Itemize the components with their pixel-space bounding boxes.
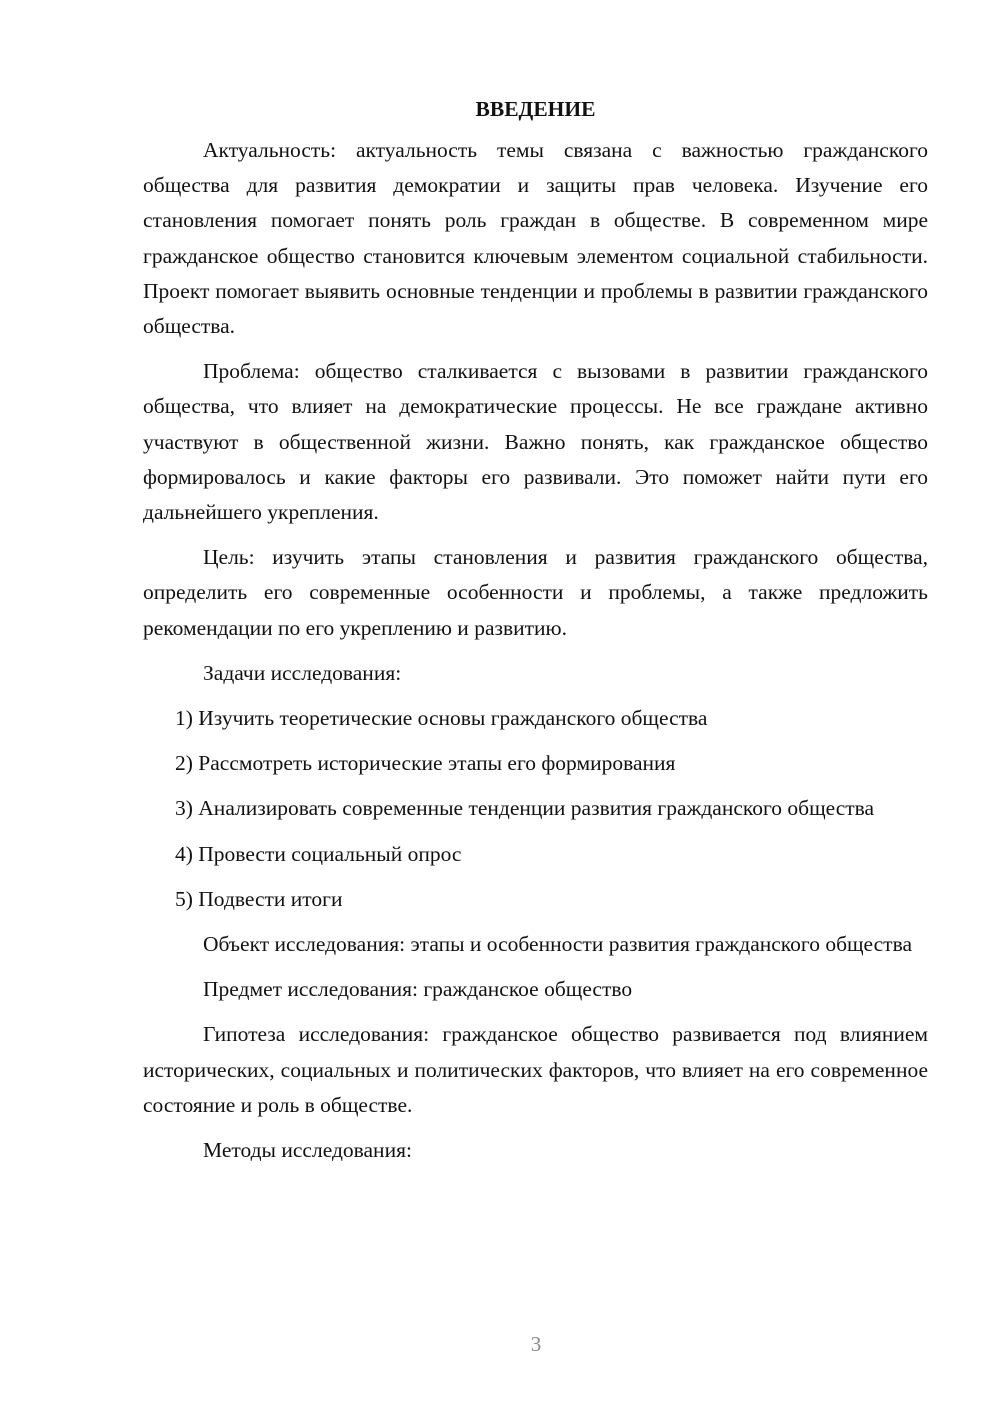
goal-paragraph: Цель: изучить этапы становления и развития гражданского общества, определить его современные особенности и проблемы, а также предложить рекомендации по его укреплению и развитию. [143, 545, 928, 640]
problem-paragraph: Проблема: общество сталкивается с вызовами в развитии гражданского общества, что влияет на демократические процессы. Не все граждане активно участвуют в общественной жизни. Важно понять, как гражданское общество формировалось и какие факторы его развивали. Это поможет найти пути его дальнейшего укрепления. [143, 359, 928, 525]
relevance-paragraph: Актуальность: актуальность темы связана с важностью гражданского общества для развития демократии и защиты прав человека. Изучение его становления помогает понять роль граждан в обществе. В современном мире гражданское общество становится ключевым элементом социальной стабильности. Проект помогает выявить основные тенденции и проблемы в развитии гражданского общества. [143, 138, 928, 339]
task-item: 4) Провести социальный опрос [175, 841, 462, 866]
object-paragraph: Объект исследования: этапы и особенности развития гражданского общества [203, 932, 912, 957]
tasks-heading: Задачи исследования: [203, 660, 402, 685]
methods-heading: Методы исследования: [203, 1138, 412, 1163]
page-number: 3 [530, 1332, 542, 1356]
section-title: ВВЕДЕНИЕ [475, 97, 596, 121]
task-item: 2) Рассмотреть исторические этапы его формирования [175, 751, 676, 776]
document-page [143, 92, 928, 1178]
task-item: 1) Изучить теоретические основы гражданского общества [175, 706, 708, 731]
hypothesis-paragraph: Гипотеза исследования: гражданское общество развивается под влиянием исторических, социальных и политических факторов, что влияет на его современное состояние и роль в обществе. [143, 1022, 928, 1117]
tasks-list [143, 701, 928, 917]
subject-paragraph: Предмет исследования: гражданское общество [203, 977, 633, 1002]
task-item: 3) Анализировать современные тенденции развития гражданского общества [175, 796, 875, 821]
task-item: 5) Подвести итоги [175, 886, 343, 911]
